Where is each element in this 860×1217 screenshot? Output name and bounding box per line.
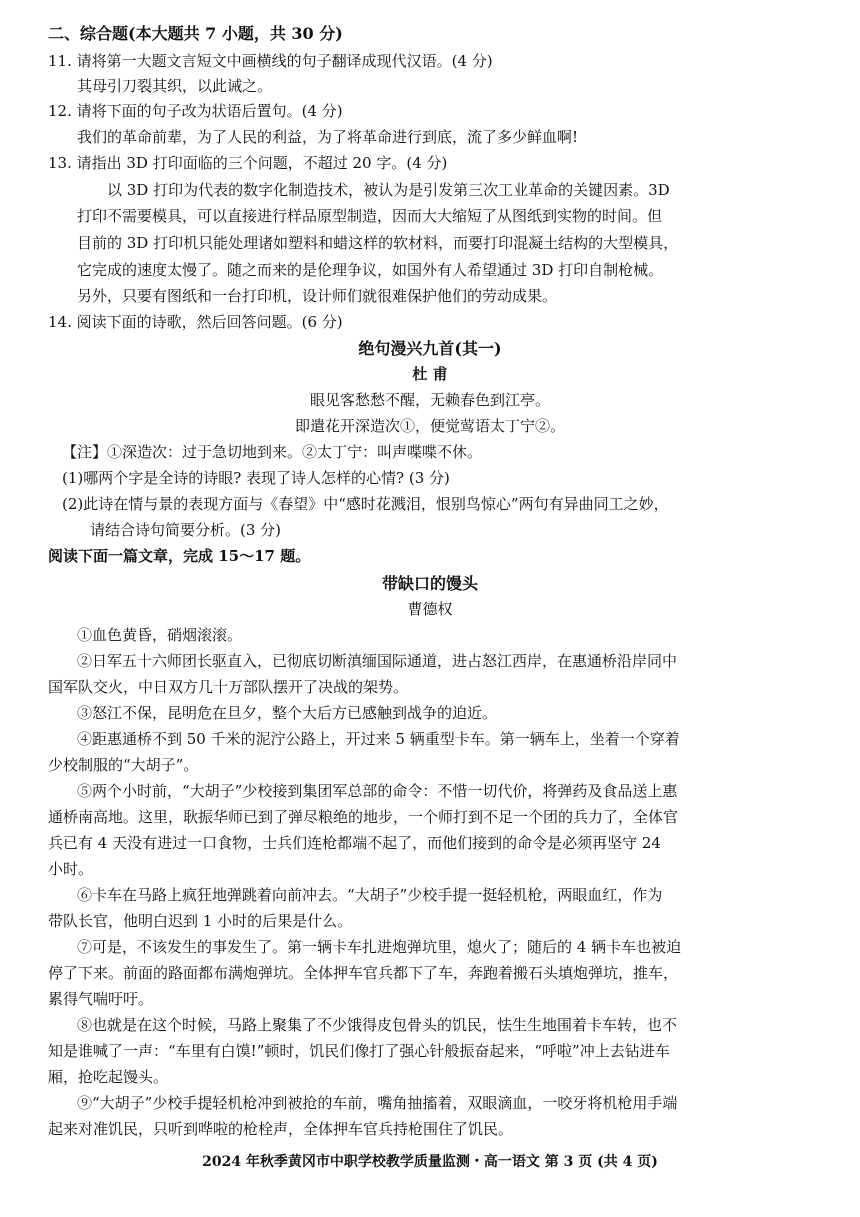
- question-12-prompt: 12. 请将下面的句子改为状语后置句。(4 分): [48, 102, 343, 120]
- question-14-sub1: (1)哪两个字是全诗的诗眼? 表现了诗人怎样的心情? (3 分): [62, 469, 450, 487]
- poem-line: 即遣花开深造次①，便觉莺语太丁宁②。: [294, 417, 565, 435]
- article-line: ③怒江不保，昆明危在旦夕，整个大后方已感触到战争的迫近。: [77, 704, 498, 722]
- passage-line: 另外，只要有图纸和一台打印机，设计师们就很难保护他们的劳动成果。: [77, 287, 558, 305]
- article-line: 少校制服的“大胡子”。: [48, 756, 199, 774]
- article-line: 起来对准饥民，只听到哗啦的枪栓声，全体押车官兵持枪围住了饥民。: [48, 1120, 514, 1138]
- passage-line: 以 3D 打印为代表的数字化制造技术，被认为是引发第三次工业革命的关键因素。3D: [107, 181, 670, 199]
- section-heading: 二、综合题(本大题共 7 小题，共 30 分): [48, 24, 343, 43]
- article-line: ⑤两个小时前，“大胡子”少校接到集团军总部的命令：不惜一切代价，将弹药及食品送上惠: [77, 782, 678, 800]
- article-line: 厢，抢吃起馒头。: [48, 1068, 169, 1086]
- article-line: 兵已有 4 天没有进过一口食物，士兵们连枪都端不起了，而他们接到的命令是必须再坚守 24: [48, 834, 661, 852]
- article-line: ⑧也就是在这个时候，马路上聚集了不少饿得皮包骨头的饥民，怯生生地围着卡车转，也不: [77, 1016, 678, 1034]
- article-line: ④距惠通桥不到 50 千米的泥泞公路上，开过来 5 辆重型卡车。第一辆车上，坐着一个穿着: [77, 730, 680, 748]
- question-12-sentence: 我们的革命前辈，为了人民的利益，为了将革命进行到底，流了多少鲜血啊!: [77, 128, 579, 146]
- article-line: ①血色黄昏，硝烟滚滚。: [77, 626, 243, 644]
- article-line: ⑨“大胡子”少校手提轻机枪冲到被抢的车前，嘴角抽搐着，双眼滴血，一咬牙将机枪用手端: [77, 1094, 678, 1112]
- passage-line: 目前的 3D 打印机只能处理诸如塑料和蜡这样的软材料，而要打印混凝土结构的大型模具，: [77, 234, 679, 252]
- reading-intro: 阅读下面一篇文章，完成 15～17 题。: [48, 547, 311, 565]
- passage-line: 打印不需要模具，可以直接进行样品原型制造，因而大大缩短了从图纸到实物的时间。但: [77, 207, 663, 225]
- article-line: ⑦可是，不该发生的事发生了。第一辆卡车扎进炮弹坑里，熄火了；随后的 4 辆卡车也被迫: [77, 938, 682, 956]
- question-13-prompt: 13. 请指出 3D 打印面临的三个问题，不超过 20 字。(4 分): [48, 154, 448, 172]
- article-line: 停了下来。前面的路面都布满炮弹坑。全体押车官兵都下了车，奔跑着搬石头填炮弹坑，推车，: [48, 964, 679, 982]
- passage-line: 它完成的速度太慢了。随之而来的是伦理争议，如国外有人希望通过 3D 打印自制枪械。: [77, 261, 664, 279]
- poem-title: 绝句漫兴九首(其一): [358, 339, 502, 358]
- question-14-prompt: 14. 阅读下面的诗歌，然后回答问题。(6 分): [48, 313, 343, 331]
- question-14-sub2-cont: 请结合诗句简要分析。(3 分): [90, 521, 282, 539]
- article-line: 小时。: [48, 860, 94, 878]
- article-line: ②日军五十六师团长驱直入，已彻底切断滇缅国际通道，进占怒江西岸，在惠通桥沿岸同中: [77, 652, 678, 670]
- article-line: ⑥卡车在马路上疯狂地弹跳着向前冲去。“大胡子”少校手提一挺轻机枪，两眼血红，作为: [77, 886, 663, 904]
- question-14-sub2: (2)此诗在情与景的表现方面与《春望》中“感时花溅泪，恨别鸟惊心”两句有异曲同工之妙，: [62, 495, 669, 513]
- poem-line: 眼见客愁愁不醒，无赖春色到江亭。: [309, 391, 550, 409]
- article-line: 通桥南高地。这里，耿振华师已到了弹尽粮绝的地步，一个师打到不足一个团的兵力了，全体官: [48, 808, 679, 826]
- poem-note: 【注】①深造次：过于急切地到来。②太丁宁：叫声喋喋不休。: [62, 443, 483, 461]
- poem-author: 杜 甫: [412, 365, 448, 383]
- article-line: 带队长官，他明白迟到 1 小时的后果是什么。: [48, 912, 353, 930]
- article-line: 国军队交火，中日双方几十万部队摆开了决战的架势。: [48, 678, 409, 696]
- question-11-sentence: 其母引刀裂其织，以此诫之。: [77, 77, 273, 95]
- article-author: 曹德权: [407, 600, 453, 618]
- article-title: 带缺口的馒头: [381, 574, 478, 593]
- article-line: 累得气喘吁吁。: [48, 990, 154, 1008]
- article-line: 知是谁喊了一声：“车里有白馍!”顿时，饥民们像打了强心针般振奋起来，“呼啦”冲上去钻进车: [48, 1042, 670, 1060]
- question-11-prompt: 11. 请将第一大题文言短文中画横线的句子翻译成现代汉语。(4 分): [48, 52, 493, 70]
- page-footer: 2024 年秋季黄冈市中职学校教学质量监测・高一语文 第 3 页 (共 4 页): [202, 1154, 658, 1170]
